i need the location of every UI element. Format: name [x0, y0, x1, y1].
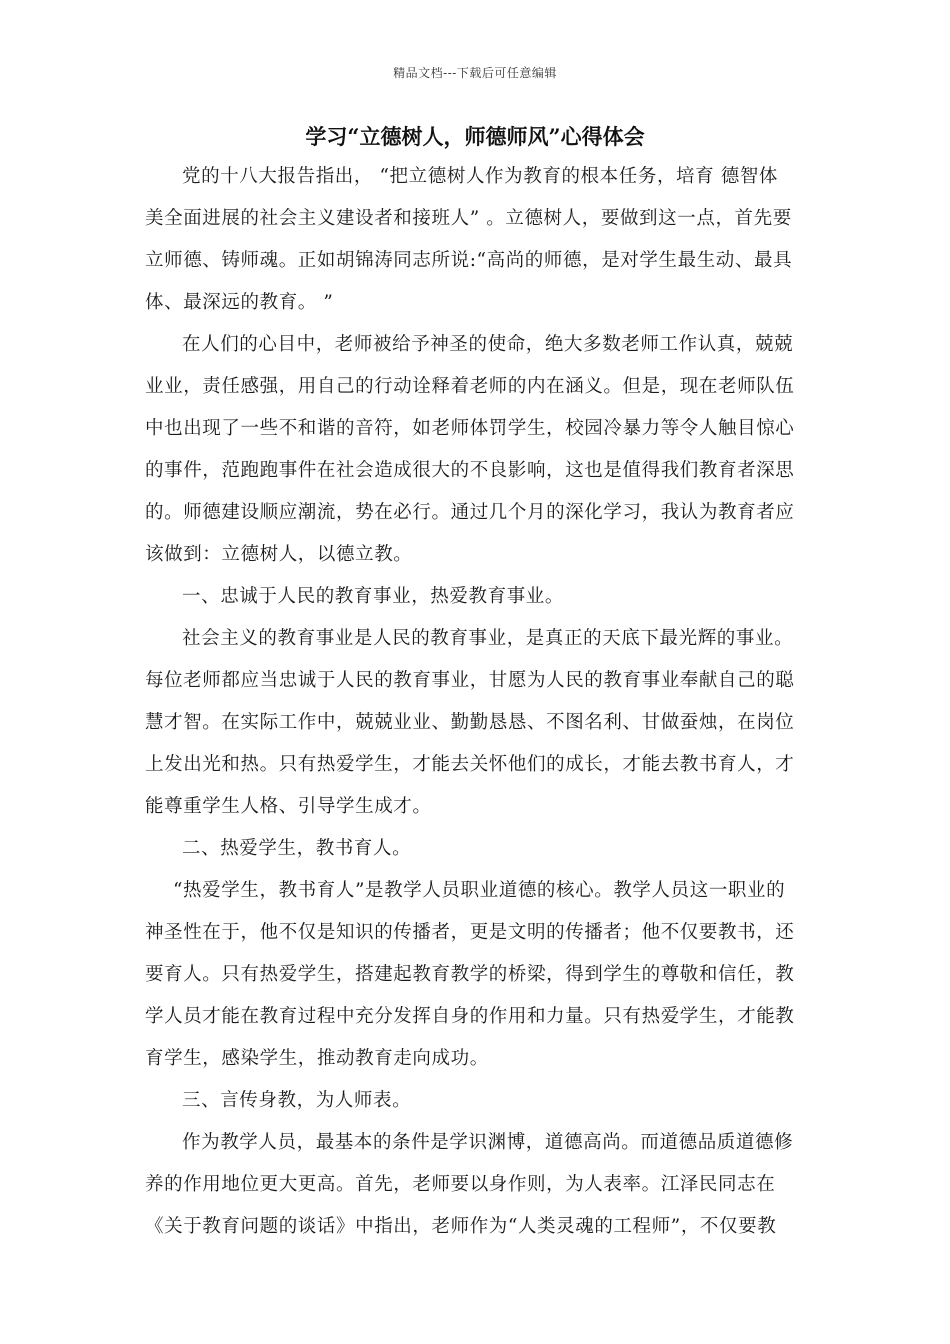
- section-heading: 一、忠诚于人民的教育事业，热爱教育事业。: [182, 586, 565, 607]
- document-body: [145, 156, 810, 1248]
- body-line: 在人们的心目中，老师被给予神圣的使命，绝大多数老师工作认真，兢兢: [182, 334, 794, 355]
- body-line: 的事件，范跑跑事件在社会造成很大的不良影响，这也是值得我们教育者深思: [145, 460, 795, 481]
- body-line: 能尊重学生人格、引导学生成才。: [145, 796, 432, 817]
- section-heading: 三、言传身教，为人师表。: [182, 1090, 412, 1111]
- body-line: 作为教学人员，最基本的条件是学识渊博，道德高尚。而道德品质道德修: [182, 1132, 794, 1153]
- section-heading: 二、热爱学生，教书育人。: [182, 838, 412, 859]
- body-line: 业业，责任感强，用自己的行动诠释着老师的内在涵义。但是，现在老师队伍: [145, 376, 795, 397]
- body-line: 的。师德建设顺应潮流，势在必行。通过几个月的深化学习，我认为教育者应: [145, 502, 795, 523]
- body-line: 神圣性在于，他不仅是知识的传播者，更是文明的传播者；他不仅要教书，还: [145, 922, 795, 943]
- body-line: 《关于教育问题的谈话》中指出，老师作为“人类灵魂的工程师”，不仅要教: [145, 1216, 777, 1237]
- body-line: 上发出光和热。只有热爱学生，才能去关怀他们的成长，才能去教书育人，才: [145, 754, 795, 775]
- body-line: 养的作用地位更大更高。首先，老师要以身作则，为人表率。江泽民同志在: [145, 1174, 776, 1195]
- body-line: 党的十八大报告指出， “把立德树人作为教育的根本任务，培育 德智体: [182, 166, 779, 187]
- body-line: 学人员才能在教育过程中充分发挥自身的作用和力量。只有热爱学生，才能教: [145, 1006, 795, 1027]
- body-line: 慧才智。在实际工作中，兢兢业业、勤勤恳恳、不图名利、甘做蚕烛，在岗位: [145, 712, 795, 733]
- body-line: 每位老师都应当忠诚于人民的教育事业，甘愿为人民的教育事业奉献自己的聪: [145, 670, 795, 691]
- body-line: 中也出现了一些不和谐的音符，如老师体罚学生，校园冷暴力等令人触目惊心: [145, 418, 795, 439]
- body-line: 体、最深远的教育。 ”: [145, 292, 334, 313]
- header-note: 精品文档---下载后可任意编辑: [393, 66, 557, 80]
- document-title: 学习“立德树人，师德师风”心得体会: [305, 124, 645, 149]
- body-line: 要育人。只有热爱学生，搭建起教育教学的桥梁，得到学生的尊敬和信任，教: [145, 964, 795, 985]
- body-line: 立师德、铸师魂。正如胡锦涛同志所说:“高尚的师德，是对学生最生动、最具: [145, 250, 793, 271]
- body-line: 社会主义的教育事业是人民的教育事业，是真正的天底下最光辉的事业。: [182, 628, 794, 649]
- body-line: 美全面进展的社会主义建设者和接班人” 。立德树人，要做到这一点，首先要: [145, 208, 792, 229]
- body-line: 该做到：立德树人，以德立教。: [145, 544, 413, 565]
- body-line: “热爱学生，教书育人”是教学人员职业道德的核心。教学人员这一职业的: [173, 880, 786, 901]
- body-line: 育学生，感染学生，推动教育走向成功。: [145, 1048, 489, 1069]
